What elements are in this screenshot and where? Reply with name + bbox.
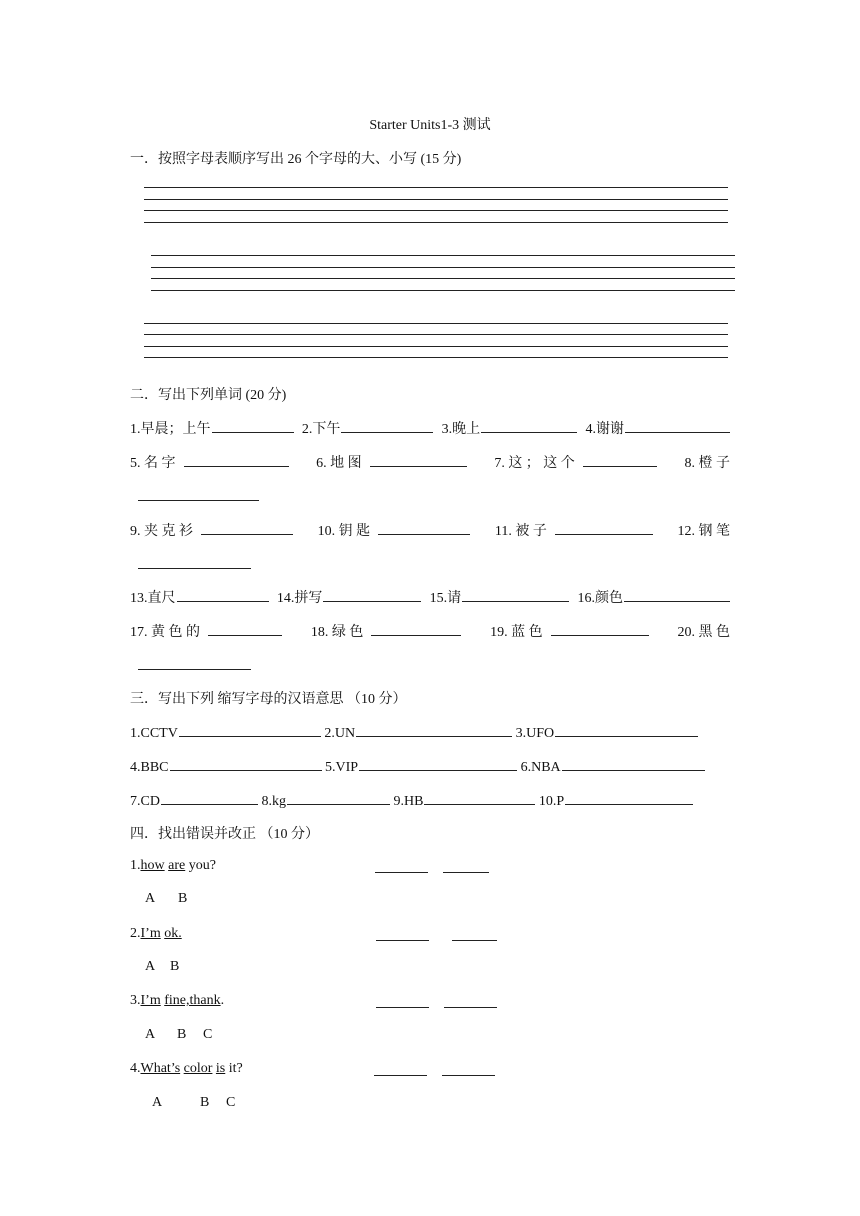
- option-label: B: [170, 959, 180, 974]
- abbr-prompt: 9.HB: [393, 794, 424, 809]
- answer-blank[interactable]: [583, 452, 657, 467]
- question-number: 3.: [130, 993, 141, 1008]
- writing-line: [151, 255, 735, 256]
- answer-blank[interactable]: [371, 621, 461, 636]
- word-prompt: 4.谢谢: [585, 422, 624, 437]
- word-prompt: 19. 蓝 色: [490, 625, 543, 640]
- word-prompt: 8. 橙 子: [684, 456, 730, 471]
- word-prompt: 5. 名 字: [130, 456, 176, 471]
- word-item: [577, 587, 730, 607]
- underlined-part-b: ok.: [164, 926, 182, 941]
- abbr-prompt: 7.CD: [130, 794, 160, 809]
- error-answer-blank[interactable]: [376, 926, 429, 941]
- underlined-part-b: fine,: [164, 993, 190, 1008]
- correction-answer-blank[interactable]: [442, 1061, 495, 1076]
- word-prompt: 18. 绿 色: [310, 625, 364, 640]
- abbr-item: [516, 722, 699, 742]
- underlined-part-b: are: [168, 858, 186, 873]
- option-label: A: [145, 959, 156, 974]
- writing-line: [144, 210, 728, 211]
- word-item: [678, 520, 731, 540]
- abbr-prompt: 4.BBC: [130, 760, 169, 775]
- answer-blank[interactable]: [555, 520, 653, 535]
- word-prompt: 2.下午: [301, 422, 341, 437]
- underlined-part-c: thank: [189, 993, 221, 1008]
- answer-blank[interactable]: [356, 722, 512, 737]
- underlined-part-a: What’s: [140, 1061, 181, 1076]
- option-label: B: [178, 891, 188, 906]
- answer-blank[interactable]: [341, 418, 433, 433]
- sentence-rest: it?: [225, 1061, 243, 1076]
- abbr-row-1: [130, 722, 698, 742]
- word-item: [311, 621, 462, 641]
- abbr-prompt: 2.UN: [324, 726, 356, 741]
- abbr-prompt: 8.kg: [261, 794, 286, 809]
- answer-blank[interactable]: [555, 722, 698, 737]
- answer-blank[interactable]: [359, 756, 517, 771]
- error-question-4: [130, 1061, 243, 1077]
- answer-blank[interactable]: [424, 790, 535, 805]
- answer-blank[interactable]: [378, 520, 470, 535]
- word-prompt: 13.直尺: [130, 591, 176, 606]
- words-row-5: [130, 621, 730, 641]
- writing-line: [151, 278, 735, 279]
- answer-blank[interactable]: [138, 486, 259, 501]
- word-prompt: 15.请: [429, 591, 462, 606]
- abbr-prompt: 6.NBA: [520, 760, 561, 775]
- answer-blank[interactable]: [177, 587, 269, 602]
- word-item: [494, 452, 657, 472]
- writing-line: [144, 199, 728, 200]
- answer-blank[interactable]: [624, 587, 730, 602]
- word-item: [130, 520, 293, 540]
- correction-answer-blank[interactable]: [443, 858, 489, 873]
- writing-line: [144, 346, 728, 347]
- abbr-item: [130, 722, 321, 742]
- option-label: B: [200, 1095, 210, 1110]
- answer-blank[interactable]: [138, 554, 251, 569]
- word-prompt: 17. 黄 色 的: [130, 625, 200, 640]
- word-item: [318, 520, 471, 540]
- word-prompt: 10. 钥 匙: [317, 524, 371, 539]
- word-item: [442, 418, 578, 438]
- answer-blank[interactable]: [323, 587, 421, 602]
- answer-blank[interactable]: [170, 756, 322, 771]
- answer-blank[interactable]: [138, 655, 251, 670]
- word-item: [130, 418, 294, 438]
- answer-blank[interactable]: [287, 790, 390, 805]
- answer-blank[interactable]: [201, 520, 293, 535]
- word-item: [130, 587, 269, 607]
- word-item: [302, 418, 434, 438]
- words-row-4: [130, 587, 730, 607]
- error-question-2: [130, 926, 182, 942]
- answer-blank[interactable]: [179, 722, 321, 737]
- underlined-part-a: how: [140, 858, 165, 873]
- error-answer-blank[interactable]: [374, 1061, 427, 1076]
- word-prompt: 20. 黑 色: [677, 625, 730, 640]
- answer-blank[interactable]: [161, 790, 258, 805]
- word-item: [495, 520, 653, 540]
- abbr-prompt: 3.UFO: [515, 726, 555, 741]
- word-prompt: 6. 地 图: [316, 456, 362, 471]
- underlined-part-a: I’m: [140, 926, 161, 941]
- abbr-item: [130, 790, 258, 810]
- sentence-rest: .: [220, 993, 225, 1008]
- word-prompt: 9. 夹 克 衫: [130, 524, 193, 539]
- writing-line: [144, 323, 728, 324]
- writing-line: [144, 357, 728, 358]
- abbr-item: [325, 756, 517, 776]
- question-number: 1.: [130, 858, 141, 873]
- question-number: 4.: [130, 1061, 141, 1076]
- option-label: C: [226, 1095, 236, 1110]
- abbr-prompt: 5.VIP: [325, 760, 359, 775]
- abbr-item: [324, 722, 512, 742]
- abbr-item: [393, 790, 535, 810]
- underlined-part-b: color: [183, 1061, 213, 1076]
- word-prompt: 11. 被 子: [494, 524, 547, 539]
- section-4-heading: 四．找出错误并改正 （10 分）: [130, 827, 319, 842]
- underlined-part-c: is: [215, 1061, 226, 1076]
- sentence-rest: you?: [185, 858, 216, 873]
- writing-line: [144, 334, 728, 335]
- answer-blank[interactable]: [212, 418, 294, 433]
- word-item: [677, 621, 730, 641]
- correction-answer-blank[interactable]: [444, 993, 497, 1008]
- word-prompt: 3.晚上: [441, 422, 481, 437]
- option-label: A: [152, 1095, 163, 1110]
- option-label: A: [145, 1027, 156, 1042]
- answer-blank[interactable]: [565, 790, 693, 805]
- writing-line: [151, 267, 735, 268]
- word-prompt: 12. 钢 笔: [677, 524, 730, 539]
- error-answer-blank[interactable]: [376, 993, 429, 1008]
- answer-blank[interactable]: [551, 621, 649, 636]
- page-title: Starter Units1-3 测试: [369, 118, 491, 133]
- option-label: C: [203, 1027, 213, 1042]
- abbr-item: [261, 790, 390, 810]
- writing-line: [144, 222, 728, 223]
- answer-blank[interactable]: [562, 756, 705, 771]
- word-item: [130, 621, 282, 641]
- word-item: [316, 452, 467, 472]
- writing-line: [144, 187, 728, 188]
- underlined-part-a: I’m: [140, 993, 161, 1008]
- abbr-item: [539, 790, 693, 810]
- writing-line: [151, 290, 735, 291]
- word-prompt: 1.早晨；上午: [130, 422, 211, 437]
- word-item: [430, 587, 570, 607]
- answer-blank[interactable]: [208, 621, 282, 636]
- words-row-1: [130, 418, 730, 438]
- answer-blank[interactable]: [462, 587, 569, 602]
- word-prompt: 14.拼写: [276, 591, 323, 606]
- word-item: [130, 452, 289, 472]
- error-question-1: [130, 858, 216, 874]
- word-item: [277, 587, 422, 607]
- option-label: B: [177, 1027, 187, 1042]
- answer-blank[interactable]: [370, 452, 467, 467]
- question-number: 2.: [130, 926, 141, 941]
- correction-answer-blank[interactable]: [452, 926, 497, 941]
- section-3-heading: 三．写出下列 缩写字母的汉语意思 （10 分）: [130, 692, 407, 707]
- abbr-row-3: [130, 790, 693, 810]
- option-label: A: [145, 891, 156, 906]
- words-row-3: [130, 520, 730, 540]
- word-prompt: 7. 这 ； 这 个: [494, 456, 575, 471]
- answer-blank[interactable]: [481, 418, 577, 433]
- section-2-heading: 二．写出下列单词 (20 分): [130, 388, 287, 403]
- word-prompt: 16.颜色: [577, 591, 623, 606]
- word-item: [490, 621, 649, 641]
- error-answer-blank[interactable]: [375, 858, 428, 873]
- abbr-prompt: 10.P: [538, 794, 565, 809]
- abbr-item: [130, 756, 322, 776]
- section-1-heading: 一．按照字母表顺序写出 26 个字母的大、小写 (15 分): [130, 152, 462, 167]
- answer-blank[interactable]: [625, 418, 730, 433]
- word-item: [585, 418, 730, 438]
- abbr-item: [521, 756, 705, 776]
- word-item: [684, 452, 730, 472]
- abbr-row-2: [130, 756, 705, 776]
- abbr-prompt: 1.CCTV: [130, 726, 178, 741]
- error-question-3: [130, 993, 224, 1009]
- words-row-2: [130, 452, 730, 472]
- answer-blank[interactable]: [184, 452, 289, 467]
